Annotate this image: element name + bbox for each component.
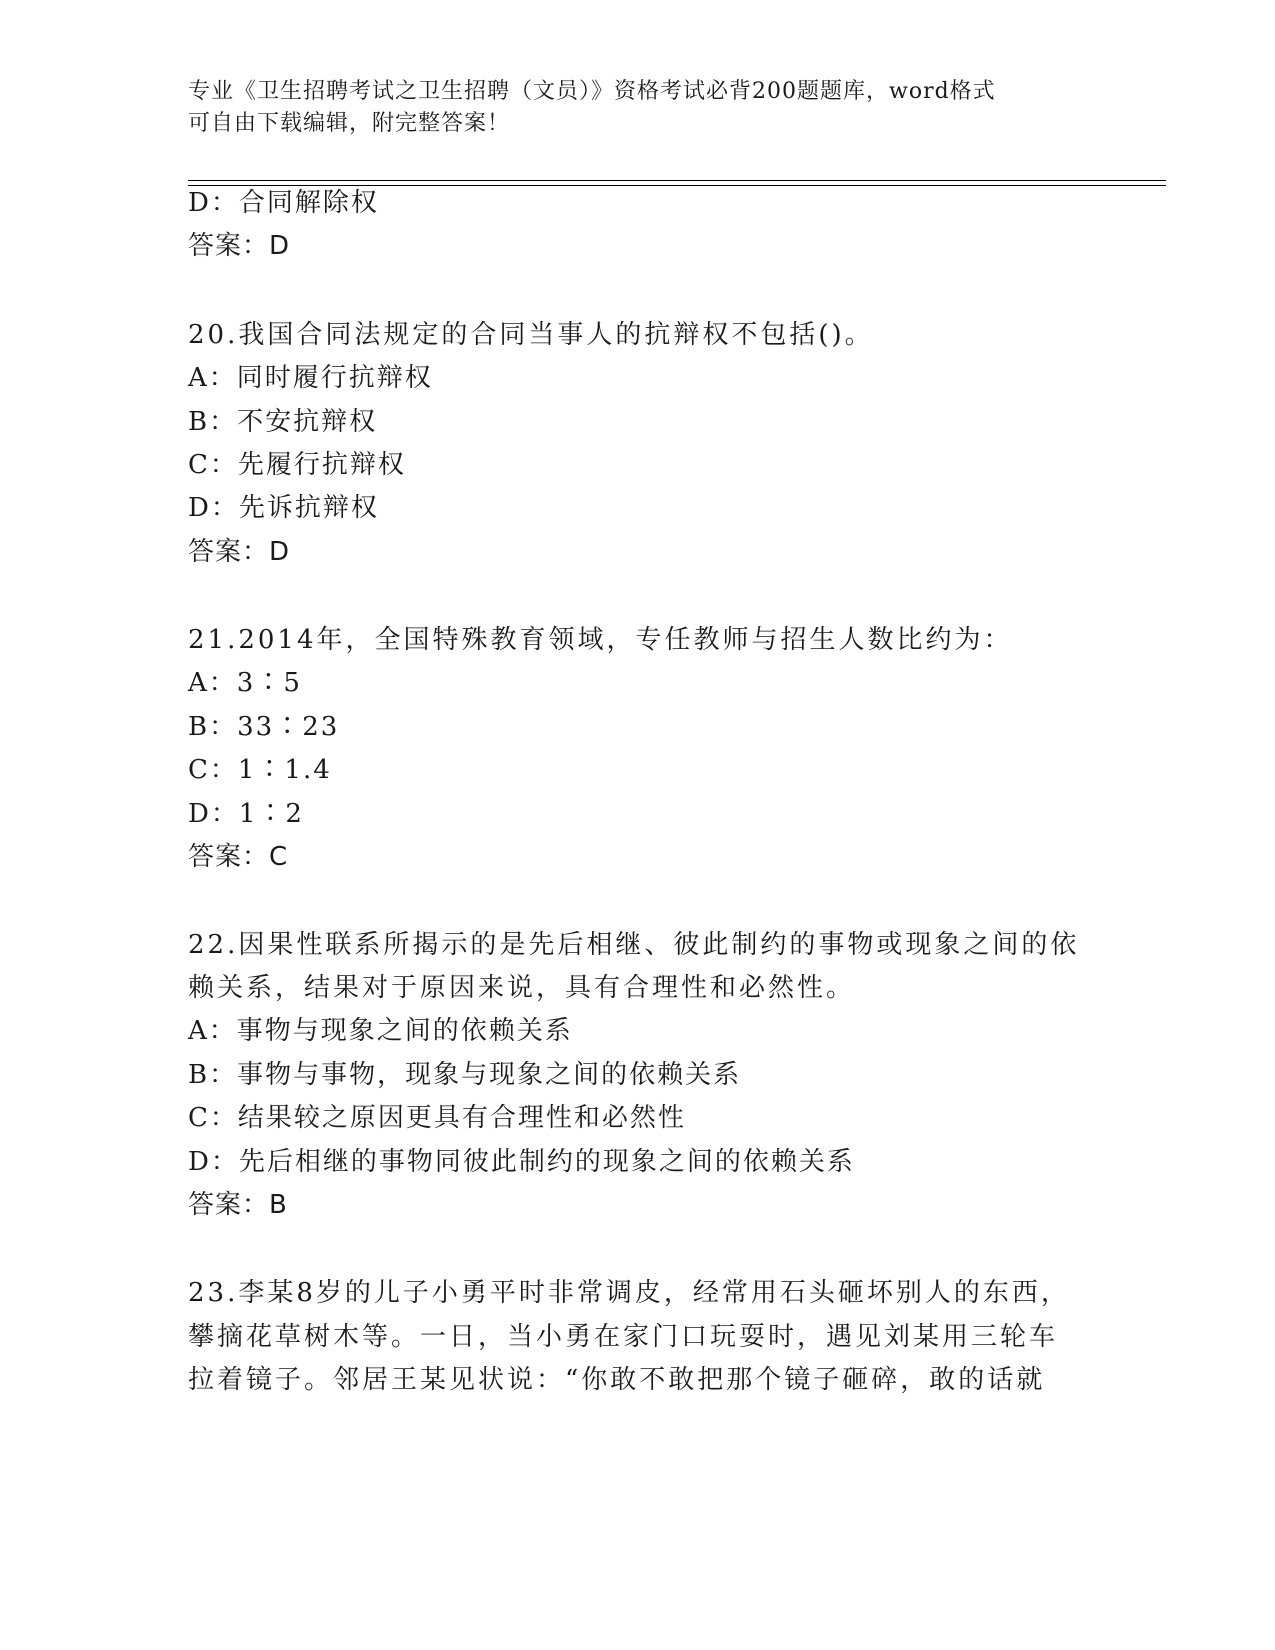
q23-stem-line-3: 拉着镜子。邻居王某见状说：“你敢不敢把那个镜子砸碎，敢的话就: [188, 1365, 1046, 1395]
header-line-2: 可自由下载编辑，附完整答案！: [188, 111, 511, 136]
q20-stem: 20.我国合同法规定的合同当事人的抗辩权不包括()。: [188, 320, 874, 350]
q21-option-a: A：3∶5: [188, 668, 302, 698]
q21-answer: 答案：C: [188, 842, 289, 872]
q23-stem-line-2: 攀摘花草树木等。一日，当小勇在家门口玩耍时，遇见刘某用三轮车: [188, 1322, 1059, 1352]
q22-option-c: C：结果较之原因更具有合理性和必然性: [188, 1103, 686, 1133]
q20-answer: 答案：D: [188, 537, 291, 567]
q21-option-b: B：33∶23: [188, 712, 340, 742]
header-line-1: 专业《卫生招聘考试之卫生招聘（文员）》资格考试必背200题题库，word格式: [188, 79, 996, 104]
q23-stem-line-1: 23.李某8岁的儿子小勇平时非常调皮，经常用石头砸坏别人的东西，: [188, 1278, 1070, 1308]
document-header: [188, 76, 1088, 140]
q22-stem-line-1: 22.因果性联系所揭示的是先后相继、彼此制约的事物或现象之间的依: [188, 930, 1080, 960]
q20-option-a: A：同时履行抗辩权: [188, 363, 433, 393]
q19-option-d: D：合同解除权: [188, 188, 379, 218]
q21-option-d: D：1∶2: [188, 799, 304, 829]
q20-option-b: B：不安抗辩权: [188, 407, 378, 437]
q22-stem-line-2: 赖关系，结果对于原因来说，具有合理性和必然性。: [188, 973, 856, 1003]
q21-stem: 21.2014年，全国特殊教育领域，专任教师与招生人数比约为：: [188, 625, 1013, 655]
header-divider-top: [188, 180, 1166, 181]
q22-option-d: D：先后相继的事物同彼此制约的现象之间的依赖关系: [188, 1147, 855, 1177]
q22-option-a: A：事物与现象之间的依赖关系: [188, 1016, 573, 1046]
q19-answer: 答案：D: [188, 231, 291, 261]
q21-option-c: C：1∶1.4: [188, 755, 332, 785]
q20-option-c: C：先履行抗辩权: [188, 450, 406, 480]
q22-option-b: B：事物与事物，现象与现象之间的依赖关系: [188, 1060, 742, 1090]
q22-answer: 答案：B: [188, 1190, 288, 1220]
q20-option-d: D：先诉抗辩权: [188, 493, 379, 523]
